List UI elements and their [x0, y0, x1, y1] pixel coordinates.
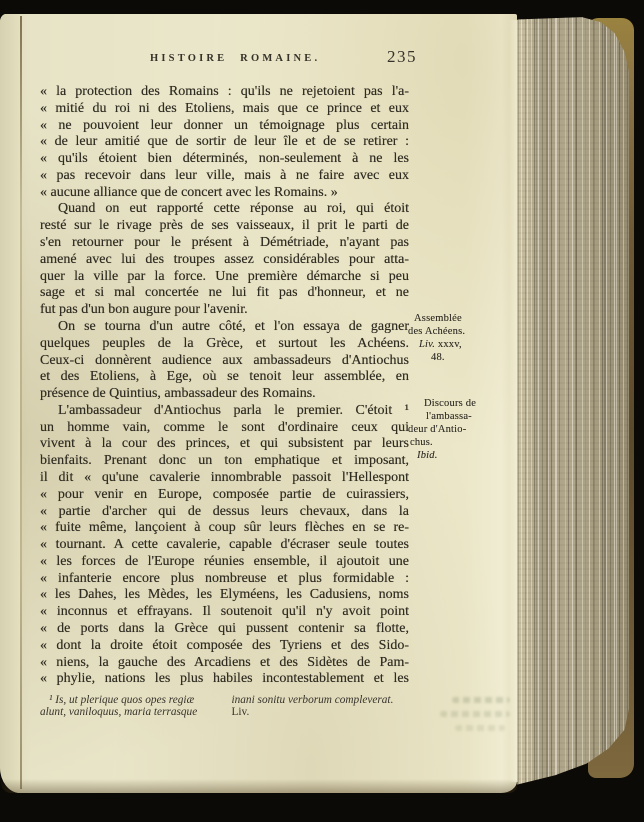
body-line: « infanterie encore plus nombreuse et plus formidable : [40, 570, 409, 586]
body-line: « inconnus et effrayans. Il soutenoit qu'il n'y avoit point [40, 604, 409, 620]
gutter-crease [20, 16, 22, 789]
body-line: « partie d'archer qui de dessus leurs chevaux, dans la [40, 503, 409, 519]
body-line: « les Dahes, les Mèdes, les Elyméens, les Cadusiens, noms [40, 587, 409, 603]
body-line: « pour venir en Europe, composée partie de cuirassiers, [40, 486, 409, 502]
margin-note-line: l'ambassa- [426, 410, 472, 422]
page [0, 14, 517, 793]
margin-note-line: des Achéens. [408, 325, 466, 337]
page-number: 235 [387, 47, 417, 66]
body-line: « les forces de l'Europe réunies ensemble, il ajoutoit une [40, 553, 409, 569]
margin-note-line: Discours de [424, 398, 477, 409]
margin-note-line: Ibid. [417, 449, 438, 461]
body-line: « qu'ils étoient bien déterminés, non-seulement à ne les [40, 151, 409, 167]
body-line: « niens, la gauche des Arcadiens et des Sidètes de Pam- [40, 654, 409, 670]
body-line: bienfaits. Prenant donc un ton emphatique et imposant, [40, 453, 409, 469]
body-line: « pas recevoir dans leur ville, mais à ne faire avec eux [40, 167, 409, 183]
body-line: Quand on eut rapporté cette réponse au roi, qui étoit [58, 201, 409, 217]
body-line: « fuite même, lançoient à coup sûr leurs flèches en se re- [40, 520, 409, 536]
fore-edge-highlight [509, 20, 518, 782]
body-line: s'en retourner pour le présent à Démétriade, n'ayant pas [40, 235, 409, 251]
body-line: L'ambassadeur d'Antiochus parla le premier. C'étoit ¹ [58, 402, 409, 418]
body-line: fut pas d'un bon augure pour l'avenir. [40, 302, 248, 318]
body-line: « de leur amitié que de sortir de leur île et de se retirer : [40, 134, 409, 150]
margin-note-line: Liv. xxxv, [419, 338, 462, 350]
footnote-line: inani sonitu verborum compleverat. [231, 694, 394, 706]
body-line: « phylie, nations les plus habiles incontestablement et les [40, 671, 409, 687]
body-line: On se tourna d'un autre côté, et l'on essaya de gagner [58, 318, 409, 334]
body-line: quelques peuples de la Grèce, et surtout les Achéens. [40, 335, 409, 351]
page-gutter [0, 14, 20, 793]
body-line: un homme vain, comme le sont d'ordinaire ceux qui [40, 419, 409, 435]
margin-note [408, 398, 510, 463]
page-stack-fore-edge [517, 16, 629, 790]
body-line: « dont la droite étoit composée des Tyriens et des Sido- [40, 637, 409, 653]
body-line: « la protection des Romains : qu'ils ne rejetoient pas l'a- [40, 84, 409, 99]
body-line: « ne pouvoient leur donner un témoignage plus certain [40, 117, 409, 133]
bleed-through-mark [455, 725, 505, 731]
body-line: « tournant. A cette cavalerie, capable d'écraser seule toutes [40, 537, 409, 553]
body-line: il dit « qu'une cavalerie innombrable passoit l'Hellespont [40, 469, 409, 485]
margin-note-line: chus. [410, 436, 433, 448]
body-line: et des Etoliens, à Ege, où se tenoit leur assemblée, en [40, 369, 409, 385]
footnote-line: Liv. [231, 706, 250, 719]
footnote-line: alunt, vaniloquus, maria terrasque [40, 706, 198, 719]
body-line: « mitié du roi ni des Etoliens, mais que ce prince et eux [40, 100, 409, 116]
footnote-line: ¹ Is, ut plerique quos opes regiæ [49, 694, 195, 706]
body-line: sage et si mal concertée ne lui fit pas d'honneur, et ne [40, 285, 409, 301]
margin-note [408, 313, 510, 365]
bleed-through-mark [452, 697, 510, 703]
body-line: « aucune alliance que de concert avec les Romains. » [40, 184, 338, 200]
bleed-through-mark [440, 711, 510, 717]
body-text [40, 84, 409, 688]
body-line: vivent à la cour des princes, et qui subsistent par leurs [40, 436, 409, 452]
body-line: resté sur le rivage près de ses vaisseaux, il prit le parti de [40, 218, 409, 234]
footnote-column [40, 694, 219, 719]
margin-note-line: Assemblée [414, 313, 462, 324]
body-line: Ceux-ci donnèrent audience aux ambassadeurs d'Antiochus [40, 352, 409, 368]
running-title: HISTOIRE ROMAINE. [150, 53, 321, 64]
body-line: quer la ville par la force. Une première démarche si peu [40, 268, 409, 284]
body-line: présence de Quintius, ambassadeur des Romains. [40, 386, 316, 402]
footnote [40, 694, 410, 719]
footnote-column [232, 694, 411, 719]
body-line: « de ports dans la Grèce qui pussent contenir sa flotte, [40, 621, 409, 636]
margin-note-line: deur d'Antio- [408, 423, 467, 435]
margin-note-line: 48. [431, 351, 445, 363]
body-line: amené avec lui des troupes assez considérables pour atta- [40, 251, 409, 267]
